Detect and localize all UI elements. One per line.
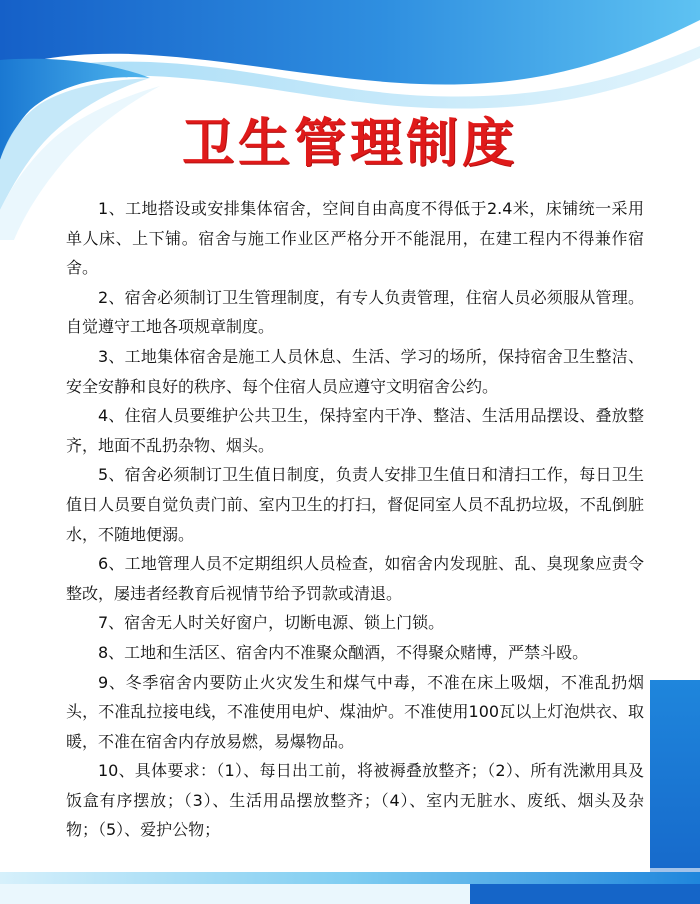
clause-8: 8、工地和生活区、宿舍内不准聚众酗酒，不得聚众赌博，严禁斗殴。	[98, 642, 589, 662]
clause-6: 6、工地管理人员不定期组织人员检查，如宿舍内发现脏、乱、臭现象应责令整改，屡违者经教育后视情节给予罚款或清退。	[66, 554, 644, 603]
regulation-list	[66, 194, 644, 845]
clause-4: 4、住宿人员要维护公共卫生，保持室内干净、整洁、生活用品摆设、叠放整齐，地面不乱扔杂物、烟头。	[66, 406, 644, 455]
bottom-strip-white	[0, 868, 700, 872]
clause-3: 3、工地集体宿舍是施工人员休息、生活、学习的场所，保持宿舍卫生整洁、安全安静和良好的秩序、每个住宿人员应遵守文明宿舍公约。	[66, 346, 644, 396]
clause-2: 2、宿舍必须制订卫生管理制度，有专人负责管理，住宿人员必须服从管理。自觉遵守工地各项规章制度。	[66, 287, 644, 337]
clause-10: 10、具体要求：（1）、每日出工前，将被褥叠放整齐；（2）、所有洗漱用具及饭盒有序摆放；（3）、生活用品摆放整齐；（4）、室内无脏水、废纸、烟头及杂物；（5）、爱护公物；	[66, 761, 644, 840]
bottom-strip-blue	[470, 884, 700, 904]
clause-9: 9、冬季宿舍内要防止火灾发生和煤气中毒，不准在床上吸烟，不准乱扔烟头，不准乱拉接电线，不准使用电炉、煤油炉。不准使用100瓦以上灯泡烘衣、取暖，不准在宿舍内存放易燃，易爆物品。	[66, 672, 644, 751]
clause-1: 1、工地搭设或安排集体宿舍，空间自由高度不得低于2.4米，床铺统一采用单人床、上下铺。宿舍与施工作业区严格分开不能混用，在建工程内不得兼作宿舍。	[66, 199, 644, 278]
clause-7: 7、宿舍无人时关好窗户，切断电源、锁上门锁。	[98, 613, 445, 633]
page-title: 卫生管理制度	[181, 113, 518, 174]
bottom-strip-pale	[0, 884, 470, 904]
bottom-strip-light	[0, 872, 700, 884]
clause-5: 5、宿舍必须制订卫生值日制度，负责人安排卫生值日和清扫工作，每日卫生值日人员要自觉负责门前、室内卫生的打扫，督促同室人员不乱扔垃圾，不乱倒脏水，不随地便溺。	[66, 465, 644, 544]
